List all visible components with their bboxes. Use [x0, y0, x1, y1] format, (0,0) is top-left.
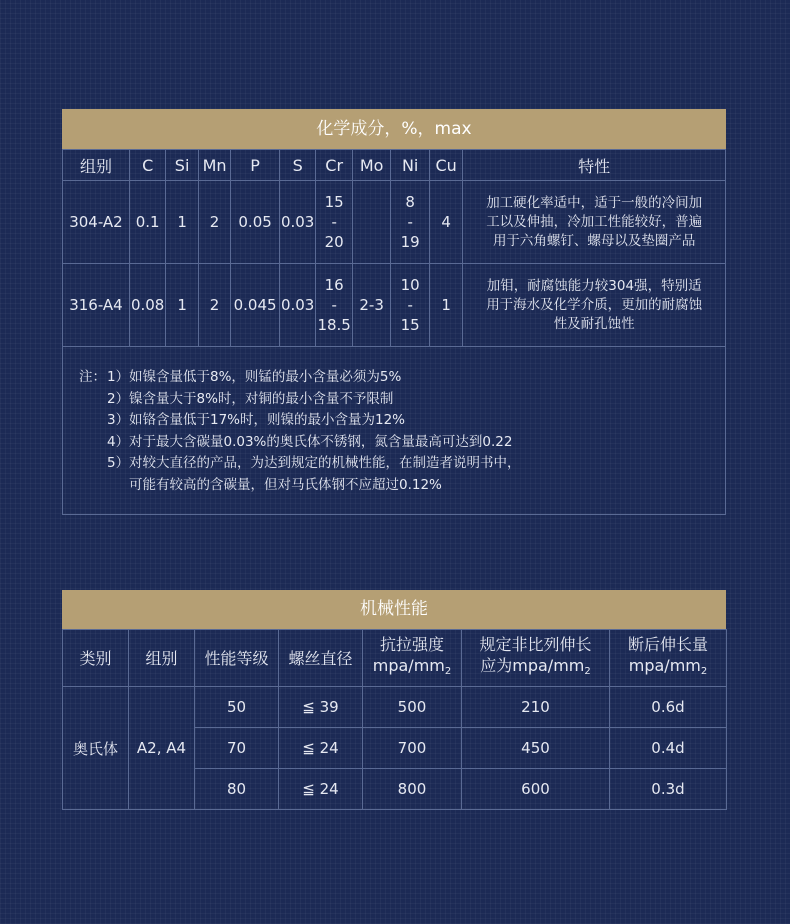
notes-box [62, 347, 726, 515]
class-cell: 70 [195, 728, 279, 769]
mech-header-yield: 规定非比列伸长 应为mpa/$mm_2$ [462, 630, 610, 687]
mech-header-thread: 螺丝直径 [279, 630, 363, 687]
mech-header-row [63, 630, 727, 687]
note-number: 5） [107, 455, 130, 472]
note-item [79, 389, 725, 411]
chem-header-cr: Cr [316, 150, 352, 181]
ni-max: 15 [400, 316, 420, 334]
p-cell: 0.045 [231, 264, 280, 347]
mech-header-grade: 组别 [129, 630, 195, 687]
mech-header-elongation: 断后伸长量 mpa/$mm_2$ [610, 630, 727, 687]
chem-header-p: P [231, 150, 280, 181]
thread-cell: ≦ 39 [279, 687, 363, 728]
property-line: 用于六角螺钉、螺母以及垫圈产品 [492, 232, 696, 249]
note-item [79, 432, 725, 454]
chem-header-grade: 组别 [63, 150, 130, 181]
property-line: 加工硬化率适中，适于一般的冷间加 [486, 194, 703, 211]
si-cell: 1 [166, 264, 198, 347]
cu-cell: 4 [429, 181, 462, 264]
ni-min: 10 [400, 276, 420, 294]
yield-cell: 450 [462, 728, 610, 769]
note-continuation: 可能有较高的含碳量，但对马氏体钢不应超过0.12% [129, 476, 442, 493]
note-number: 1） [107, 369, 130, 385]
chem-header-s: S [279, 150, 315, 181]
chem-header-c: C [129, 150, 165, 181]
property-line: 工以及伸抽，冷加工性能较好，普遍 [486, 213, 703, 230]
c-cell: 0.08 [129, 264, 165, 347]
grade-cell: 316-A4 [63, 264, 130, 347]
chem-header-property: 特性 [463, 150, 726, 181]
mech-table [62, 629, 727, 810]
tensile-cell: 800 [363, 769, 462, 810]
cu-cell: 1 [429, 264, 462, 347]
si-cell: 1 [166, 181, 198, 264]
yield-cell: 600 [462, 769, 610, 810]
elongation-cell: 0.6d [610, 687, 727, 728]
class-cell: 80 [195, 769, 279, 810]
cr-max: 20 [324, 233, 344, 251]
cr-min: 15 [324, 193, 344, 211]
thread-cell: ≦ 24 [279, 769, 363, 810]
mn-cell: 2 [198, 181, 230, 264]
property-line: 用于海水及化学介质，更加的耐腐蚀 [486, 296, 703, 313]
note-number: 2） [107, 390, 130, 407]
cr-cell [316, 264, 352, 347]
note-text: 对于最大含碳量0.03%的奥氏体不锈钢，氮含量最高可达到0.22 [129, 433, 513, 450]
note-text: 镍含量大于8%时，对铜的最小含量不予限制 [129, 390, 394, 407]
note-number: 4） [107, 433, 130, 450]
ni-cell [391, 264, 430, 347]
cr-dash: - [331, 296, 337, 314]
table-row [63, 181, 726, 264]
chemical-composition-panel [62, 109, 726, 515]
tensile-cell: 700 [363, 728, 462, 769]
class-cell: 50 [195, 687, 279, 728]
chem-header-row [63, 150, 726, 181]
mo-cell [352, 181, 391, 264]
mech-header-tensile: 抗拉强度 mpa/$mm_2$ [363, 630, 462, 687]
thread-cell: ≦ 24 [279, 728, 363, 769]
chem-header-cu: Cu [429, 150, 462, 181]
property-cell [463, 264, 726, 347]
chem-table [62, 149, 726, 347]
ni-dash: - [407, 296, 413, 314]
cr-cell [316, 181, 352, 264]
ni-cell [391, 181, 430, 264]
note-item [79, 410, 725, 432]
table-row [63, 264, 726, 347]
note-item [79, 367, 725, 389]
note-text: 如镍含量低于8%，则锰的最小含量必须为5% [129, 369, 402, 385]
note-item [79, 453, 725, 475]
table-row [63, 687, 727, 728]
elongation-cell: 0.4d [610, 728, 727, 769]
note-number: 3） [107, 412, 130, 429]
s-cell: 0.03 [279, 181, 315, 264]
cr-min: 16 [324, 276, 344, 294]
mech-title: 机械性能 [62, 590, 726, 629]
mech-header-category: 类别 [63, 630, 129, 687]
property-line: 性及耐孔蚀性 [553, 315, 635, 332]
s-cell: 0.03 [279, 264, 315, 347]
mechanical-properties-panel [62, 590, 726, 810]
mo-cell: 2-3 [352, 264, 391, 347]
property-line: 加钼，耐腐蚀能力较304强，特别适 [486, 277, 702, 294]
chem-header-si: Si [166, 150, 198, 181]
mn-cell: 2 [198, 264, 230, 347]
property-cell [463, 181, 726, 264]
ni-dash: - [407, 213, 413, 231]
note-text: 如铬含量低于17%时，则镍的最小含量为12% [129, 412, 406, 429]
chem-title: 化学成分，%，max [62, 109, 726, 149]
chem-header-mn: Mn [198, 150, 230, 181]
mech-header-class: 性能等级 [195, 630, 279, 687]
ni-max: 19 [400, 233, 420, 251]
chem-header-ni: Ni [391, 150, 430, 181]
cr-dash: - [331, 213, 337, 231]
note-text: 对较大直径的产品，为达到规定的机械性能，在制造者说明书中， [129, 455, 521, 472]
note-prefix: 注： [79, 369, 106, 385]
cr-max: 18.5 [317, 316, 351, 334]
elongation-cell: 0.3d [610, 769, 727, 810]
ni-min: 8 [405, 193, 415, 211]
c-cell: 0.1 [129, 181, 165, 264]
chem-header-mo: Mo [352, 150, 391, 181]
tensile-cell: 500 [363, 687, 462, 728]
yield-cell: 210 [462, 687, 610, 728]
grade-cell: A2, A4 [129, 687, 195, 810]
grade-cell: 304-A2 [63, 181, 130, 264]
p-cell: 0.05 [231, 181, 280, 264]
category-cell: 奥氏体 [63, 687, 129, 810]
